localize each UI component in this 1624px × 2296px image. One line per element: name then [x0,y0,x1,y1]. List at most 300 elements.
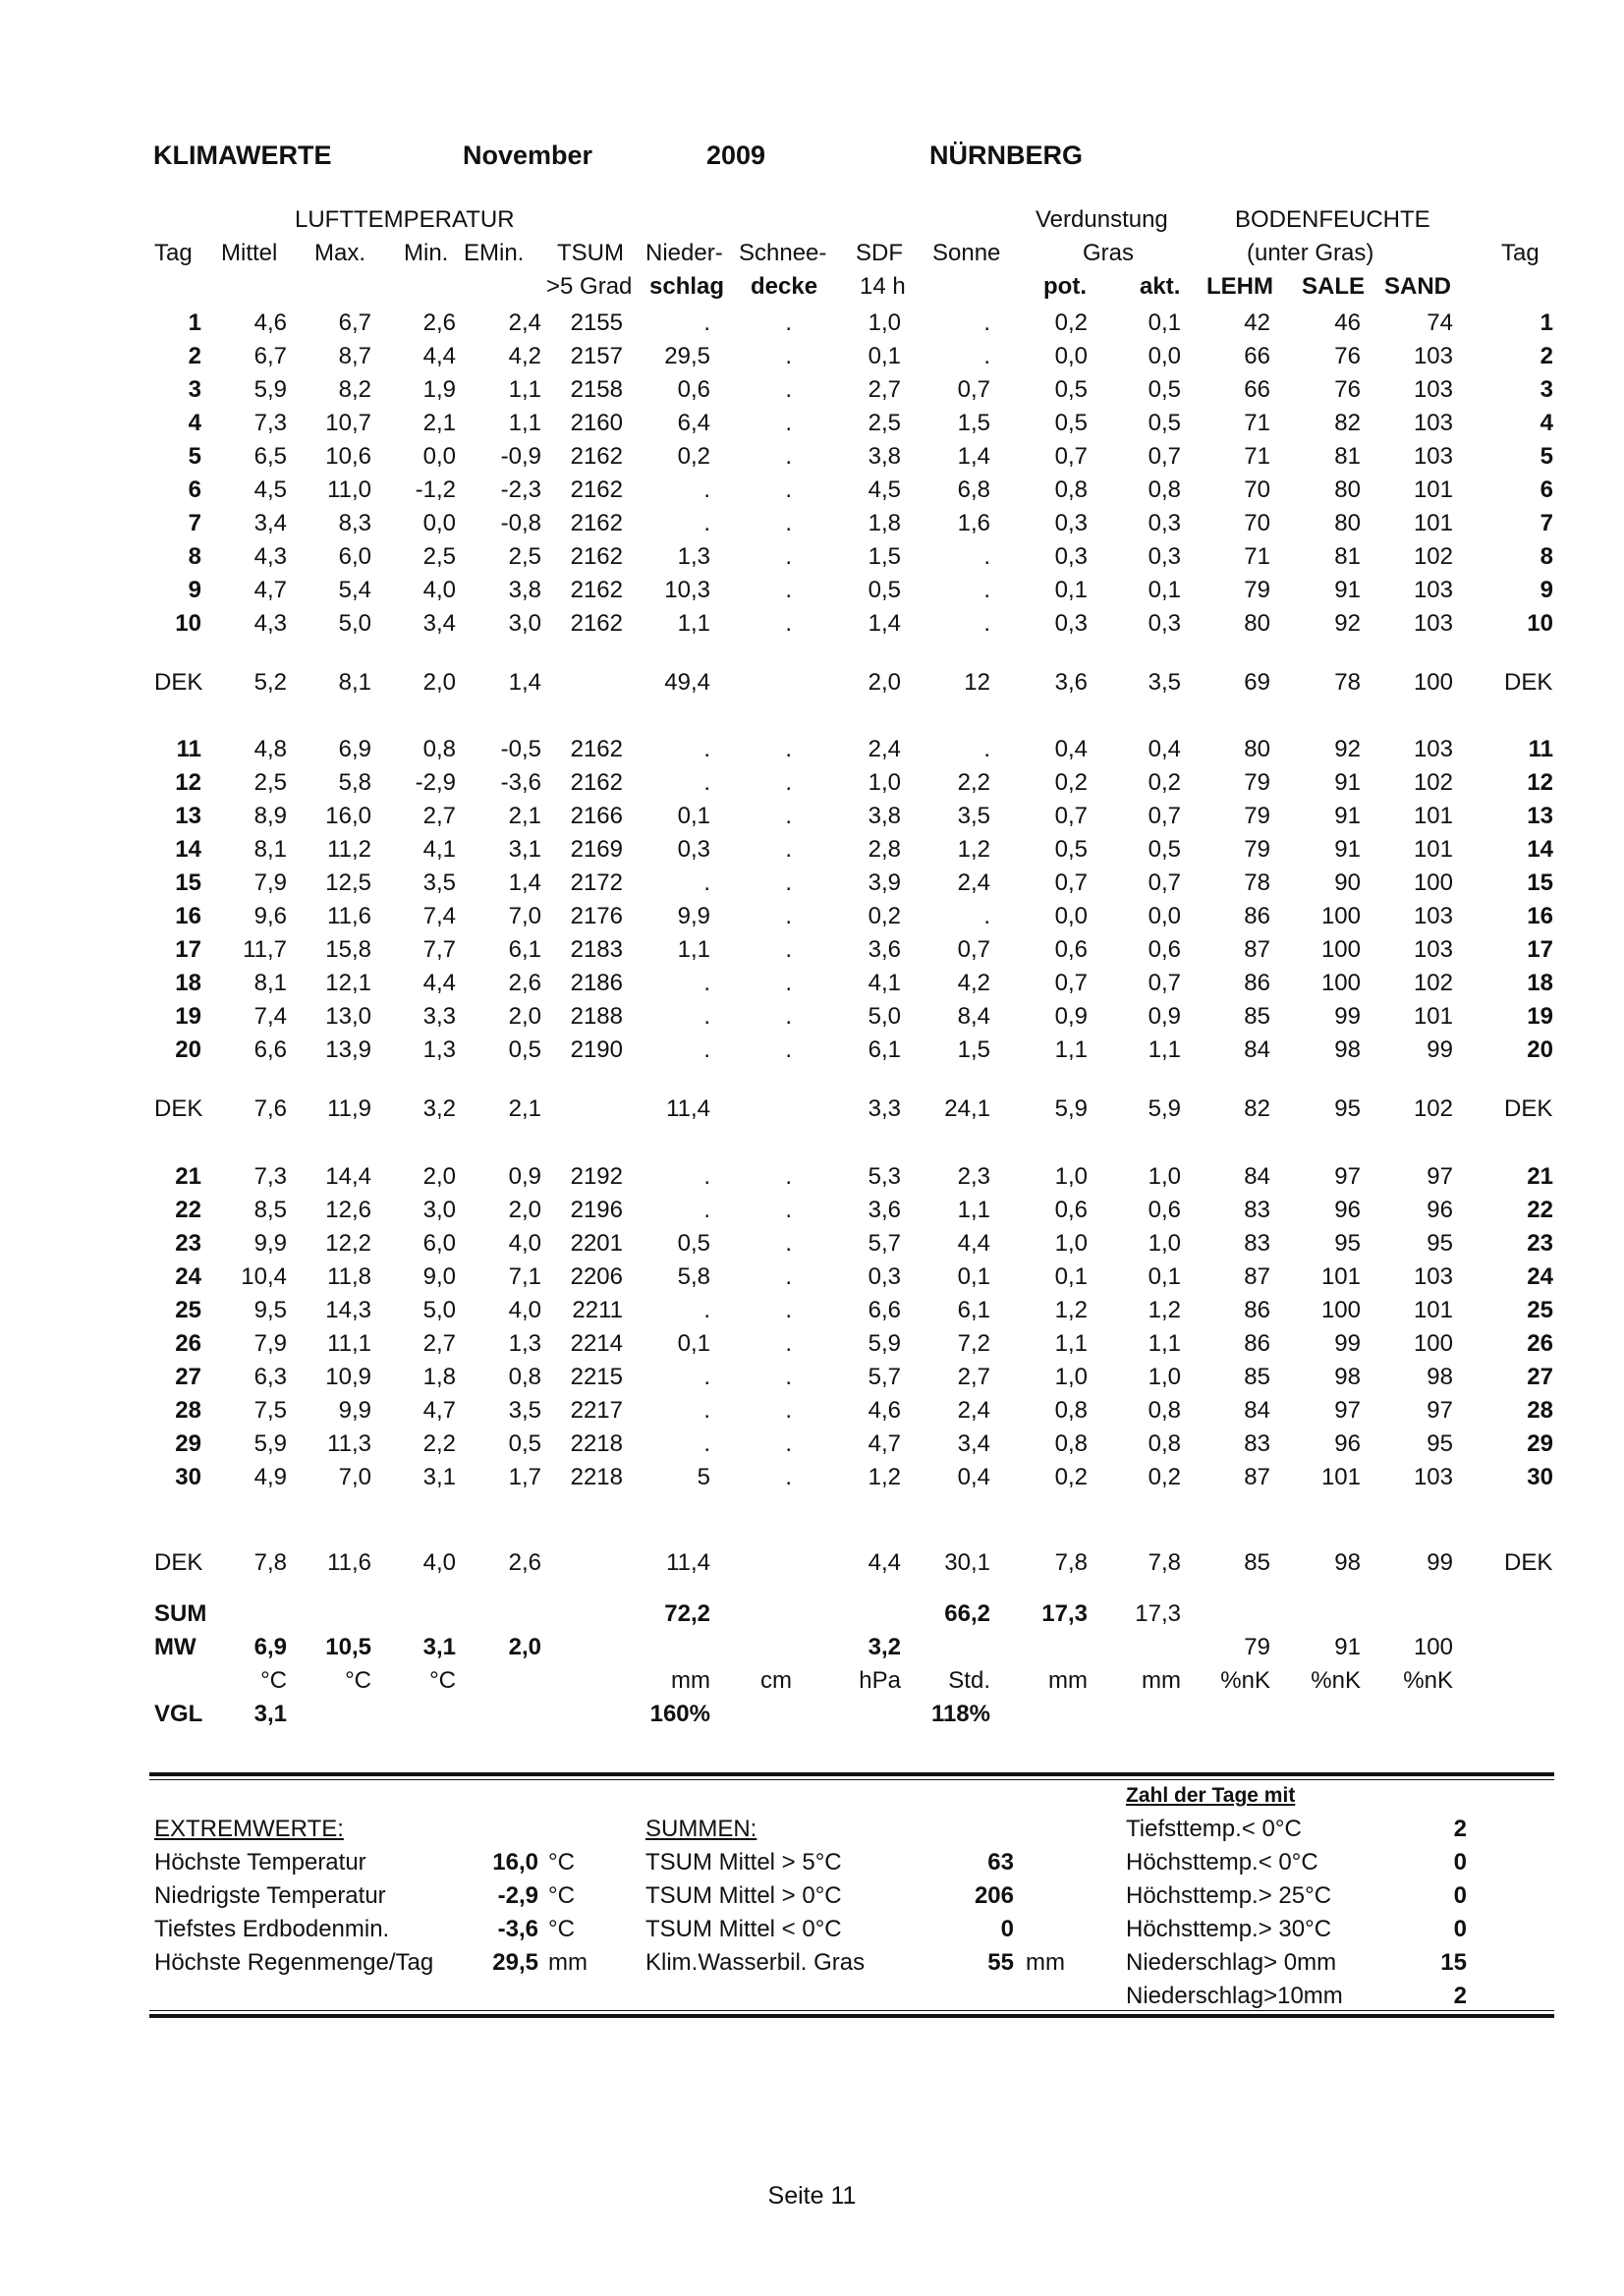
table-row-verd-akt: 0,6 [1148,1197,1181,1223]
table-row-min: 4,1 [422,836,456,863]
table-row-sand: 102 [1413,543,1453,570]
table-row-sand: 103 [1413,1263,1453,1290]
table-row-mittel: 6,3 [253,1364,287,1390]
summen-label: Klim.Wasserbil. Gras [645,1949,866,1976]
table-row-min: -1,2 [415,476,456,503]
table-row-max: 11,6 [327,903,371,929]
mw-row-sdf: 3,2 [868,1634,901,1660]
table-row-verd-pot: 0,8 [1054,1397,1088,1424]
table-row-max: 8,2 [338,376,371,403]
table-row-tsum: 2192 [570,1163,623,1190]
mw-row-min: 3,1 [422,1634,456,1660]
table-row-tag-right: 4 [1540,410,1553,436]
table-row-sonne: . [983,577,990,603]
table-row-tag: 18 [175,970,201,996]
header-tsum: TSUM [557,240,624,266]
table-row-verd-pot: 1,1 [1054,1036,1088,1063]
table-row-emin: 4,2 [508,343,541,369]
table-row-tsum: 2183 [570,936,623,963]
table-row-verd-pot: 0,4 [1054,736,1088,762]
table-row-niederschlag: 1,1 [677,610,710,637]
table-row-tsum: 2211 [572,1297,623,1323]
dekade-row-tag: DEK [154,1549,203,1576]
table-row-niederschlag: 1,3 [677,543,710,570]
table-row-min: 3,1 [422,1464,456,1490]
table-row-sale: 100 [1320,903,1361,929]
table-row-min: 0,0 [422,443,456,470]
table-row-sand: 103 [1413,577,1453,603]
table-row-lehm: 83 [1244,1230,1270,1257]
table-row-min: 2,5 [422,543,456,570]
table-row-sand: 102 [1413,970,1453,996]
table-row-sonne: . [983,543,990,570]
table-row-tsum: 2157 [570,343,623,369]
table-row-max: 11,2 [327,836,371,863]
table-row-sonne: 0,7 [957,376,990,403]
table-row-sonne: 2,3 [957,1163,990,1190]
table-row-sale: 101 [1320,1464,1361,1490]
table-row-tsum: 2176 [570,903,623,929]
table-row-sale: 91 [1334,803,1361,829]
table-row-tag: 12 [175,769,201,796]
table-row-sale: 95 [1334,1230,1361,1257]
table-row-sdf: 0,1 [868,343,901,369]
dekade-row-niederschlag: 11,4 [666,1549,710,1576]
table-row-max: 7,0 [338,1464,371,1490]
table-row-tsum: 2162 [570,510,623,536]
table-row-schneedecke: . [785,543,792,570]
table-row-emin: 4,0 [508,1230,541,1257]
table-row-sdf: 4,6 [868,1397,901,1424]
table-row-schneedecke: . [785,1430,792,1457]
table-row-schneedecke: . [785,869,792,896]
table-row-sand: 100 [1413,869,1453,896]
table-row-emin: 0,9 [508,1163,541,1190]
table-row-mittel: 6,5 [253,443,287,470]
table-row-tag: 27 [175,1364,201,1390]
table-row-sale: 76 [1334,376,1361,403]
summen-value: 63 [987,1849,1014,1876]
table-row-emin: 4,0 [508,1297,541,1323]
table-row-mittel: 4,5 [253,476,287,503]
table-row-tsum: 2196 [570,1197,623,1223]
table-row-min: 2,7 [422,1330,456,1357]
table-row-mittel: 8,1 [253,836,287,863]
table-row-tsum: 2188 [570,1003,623,1030]
table-row-emin: 3,5 [508,1397,541,1424]
table-row-tag: 7 [188,510,201,536]
table-row-verd-akt: 1,1 [1148,1036,1181,1063]
table-row-schneedecke: . [785,476,792,503]
table-row-verd-pot: 0,6 [1054,936,1088,963]
extremwert-unit: °C [548,1882,575,1909]
table-row-verd-akt: 0,3 [1148,510,1181,536]
table-row-verd-pot: 0,7 [1054,803,1088,829]
table-row-sdf: 1,0 [868,769,901,796]
table-row-lehm: 83 [1244,1197,1270,1223]
table-row-sonne: 1,1 [957,1197,990,1223]
table-row-sdf: 5,7 [868,1364,901,1390]
dekade-row-sdf: 2,0 [868,669,901,696]
table-row-tsum: 2169 [570,836,623,863]
table-row-tag: 19 [175,1003,201,1030]
table-row-verd-pot: 0,5 [1054,836,1088,863]
table-row-tag-right: 23 [1527,1230,1553,1257]
zahl-tage-label: Tiefsttemp.< 0°C [1126,1816,1302,1842]
table-row-sonne: . [983,343,990,369]
extremwerte-heading: EXTREMWERTE: [154,1816,344,1842]
table-row-tag: 21 [175,1163,201,1190]
extremwert-label: Tiefstes Erdbodenmin. [154,1916,390,1942]
table-row-max: 11,3 [327,1430,371,1457]
table-row-sdf: 1,8 [868,510,901,536]
table-row-lehm: 86 [1244,903,1270,929]
header-max: Max. [314,240,366,266]
summen-unit: mm [1026,1949,1065,1976]
table-row-tag: 4 [188,410,201,436]
table-row-tag-right: 19 [1527,1003,1553,1030]
table-row-verd-pot: 0,3 [1054,510,1088,536]
table-row-tag-right: 27 [1527,1364,1553,1390]
table-row-emin: -2,3 [500,476,541,503]
table-row-sand: 103 [1413,936,1453,963]
table-row-sdf: 4,1 [868,970,901,996]
table-row-sdf: 3,6 [868,936,901,963]
table-row-emin: 1,1 [508,410,541,436]
table-row-tsum: 2166 [570,803,623,829]
table-row-sonne: 4,4 [957,1230,990,1257]
table-row-tag: 17 [175,936,201,963]
extremwert-value: -3,6 [497,1916,538,1942]
mw-row-mittel: 6,9 [253,1634,287,1660]
table-row-max: 8,7 [338,343,371,369]
table-row-min: 1,8 [422,1364,456,1390]
table-row-verd-akt: 0,1 [1148,1263,1181,1290]
table-row-verd-pot: 0,5 [1054,410,1088,436]
table-row-sdf: 1,0 [868,309,901,336]
zahl-tage-value: 0 [1453,1882,1467,1909]
zahl-tage-label: Höchsttemp.> 30°C [1126,1916,1332,1942]
table-row-tag-right: 7 [1540,510,1553,536]
extremwert-unit: °C [548,1849,575,1876]
table-row-verd-akt: 0,8 [1148,476,1181,503]
table-row-tag: 16 [175,903,201,929]
table-row-verd-akt: 0,3 [1148,543,1181,570]
dekade-row-sonne: 30,1 [944,1549,990,1576]
table-row-tag-right: 8 [1540,543,1553,570]
table-row-schneedecke: . [785,1163,792,1190]
table-row-schneedecke: . [785,836,792,863]
table-row-sonne: 8,4 [957,1003,990,1030]
unit-row-verd-pot: mm [1048,1667,1088,1694]
table-row-verd-akt: 0,7 [1148,803,1181,829]
table-row-schneedecke: . [785,1263,792,1290]
table-row-tag: 10 [175,610,201,637]
dekade-row-verd-akt: 5,9 [1148,1095,1181,1122]
table-row-sale: 99 [1334,1003,1361,1030]
table-row-verd-pot: 0,2 [1054,769,1088,796]
dekade-row-min: 4,0 [422,1549,456,1576]
table-row-verd-akt: 1,2 [1148,1297,1181,1323]
table-row-schneedecke: . [785,803,792,829]
table-row-tsum: 2218 [570,1464,623,1490]
table-row-tsum: 2162 [570,443,623,470]
table-row-sonne: 1,5 [957,1036,990,1063]
table-row-max: 11,1 [327,1330,371,1357]
table-row-tag: 15 [175,869,201,896]
table-row-niederschlag: . [703,1036,710,1063]
table-row-verd-pot: 0,2 [1054,1464,1088,1490]
table-row-sonne: . [983,736,990,762]
table-row-emin: 1,7 [508,1464,541,1490]
table-row-verd-akt: 0,8 [1148,1397,1181,1424]
table-row-schneedecke: . [785,1230,792,1257]
table-row-verd-akt: 0,5 [1148,376,1181,403]
dekade-row-emin: 2,6 [508,1549,541,1576]
table-row-tag: 24 [175,1263,201,1290]
table-row-tag-right: 26 [1527,1330,1553,1357]
table-row-tag-right: 21 [1527,1163,1553,1190]
table-row-niederschlag: 1,1 [677,936,710,963]
dekade-row-verd-akt: 7,8 [1148,1549,1181,1576]
vgl-row-sonne: 118% [930,1701,990,1727]
dekade-row-emin: 1,4 [508,669,541,696]
table-row-sand: 103 [1413,610,1453,637]
table-row-tag-right: 12 [1527,769,1553,796]
table-row-emin: 3,1 [508,836,541,863]
table-row-tag-right: 9 [1540,577,1553,603]
table-row-sdf: 0,3 [868,1263,901,1290]
table-row-emin: 2,1 [508,803,541,829]
zahl-tage-value: 2 [1453,1983,1467,2009]
table-row-sale: 81 [1334,443,1361,470]
header-akt: akt. [1140,273,1181,300]
table-row-verd-akt: 1,0 [1148,1230,1181,1257]
table-row-schneedecke: . [785,376,792,403]
table-row-tag: 9 [188,577,201,603]
table-row-emin: 0,8 [508,1364,541,1390]
zahl-der-tage-heading: Zahl der Tage mit [1126,1784,1296,1807]
table-row-sonne: 1,5 [957,410,990,436]
table-row-max: 6,7 [338,309,371,336]
table-row-sale: 97 [1334,1397,1361,1424]
table-row-mittel: 7,3 [253,1163,287,1190]
table-row-tag-right: 22 [1527,1197,1553,1223]
table-row-lehm: 87 [1244,1263,1270,1290]
table-row-min: 4,4 [422,970,456,996]
unit-row-lehm: %nK [1220,1667,1270,1694]
vgl-row-niederschlag: 160% [649,1701,710,1727]
table-row-sonne: 2,4 [957,1397,990,1424]
table-row-min: 6,0 [422,1230,456,1257]
table-row-emin: 0,5 [508,1430,541,1457]
table-row-schneedecke: . [785,309,792,336]
table-row-niederschlag: . [703,1430,710,1457]
table-row-niederschlag: . [703,1163,710,1190]
dekade-row-sand: 99 [1427,1549,1453,1576]
table-row-sand: 98 [1427,1364,1453,1390]
dekade-row-sale: 98 [1334,1549,1361,1576]
table-row-tag: 28 [175,1397,201,1424]
table-row-schneedecke: . [785,1036,792,1063]
table-row-tag: 20 [175,1036,201,1063]
table-row-sale: 100 [1320,970,1361,996]
table-row-verd-pot: 0,7 [1054,443,1088,470]
table-row-min: 3,3 [422,1003,456,1030]
table-row-sonne: 6,1 [957,1297,990,1323]
table-row-sale: 82 [1334,410,1361,436]
header-tag: Tag [154,240,193,266]
unit-row-sale: %nK [1311,1667,1361,1694]
table-row-schneedecke: . [785,970,792,996]
table-row-mittel: 4,3 [253,610,287,637]
table-row-mittel: 2,5 [253,769,287,796]
table-row-sale: 80 [1334,510,1361,536]
table-row-verd-pot: 0,6 [1054,1197,1088,1223]
table-row-niederschlag: . [703,1297,710,1323]
dekade-row-tag-right: DEK [1504,669,1553,696]
table-row-niederschlag: 0,2 [677,443,710,470]
header-bodenfeuchte: BODENFEUCHTE [1235,206,1430,233]
table-row-sand: 97 [1427,1163,1453,1190]
unit-row-sand: %nK [1403,1667,1453,1694]
table-row-lehm: 84 [1244,1163,1270,1190]
header-grad: >5 Grad [546,273,633,300]
table-row-max: 11,8 [327,1263,371,1290]
header-schlag: schlag [649,273,725,300]
table-row-verd-pot: 1,0 [1054,1364,1088,1390]
table-row-verd-akt: 0,4 [1148,736,1181,762]
table-row-min: 2,7 [422,803,456,829]
table-row-sdf: 2,4 [868,736,901,762]
table-row-min: 2,0 [422,1163,456,1190]
table-row-tag-right: 17 [1527,936,1553,963]
table-row-lehm: 79 [1244,577,1270,603]
table-row-lehm: 71 [1244,410,1270,436]
sum-row-verd-akt: 17,3 [1135,1600,1181,1627]
dekade-row-verd-pot: 5,9 [1054,1095,1088,1122]
zahl-tage-value: 0 [1453,1849,1467,1876]
table-row-schneedecke: . [785,443,792,470]
table-row-sonne: 2,4 [957,869,990,896]
title-year: 2009 [706,140,766,170]
unit-row-verd-akt: mm [1142,1667,1181,1694]
table-row-verd-akt: 1,0 [1148,1163,1181,1190]
extremwert-value: 29,5 [492,1949,538,1976]
table-row-mittel: 8,5 [253,1197,287,1223]
table-row-verd-pot: 1,0 [1054,1230,1088,1257]
table-row-sdf: 6,1 [868,1036,901,1063]
table-row-niederschlag: . [703,309,710,336]
table-row-emin: 1,3 [508,1330,541,1357]
dekade-row-lehm: 82 [1244,1095,1270,1122]
header-unter-gras: (unter Gras) [1247,240,1374,266]
table-row-emin: 2,4 [508,309,541,336]
table-row-mittel: 4,9 [253,1464,287,1490]
table-row-max: 5,4 [338,577,371,603]
table-row-mittel: 7,9 [253,869,287,896]
zahl-tage-value: 0 [1453,1916,1467,1942]
table-row-mittel: 7,5 [253,1397,287,1424]
dekade-row-tag-right: DEK [1504,1095,1553,1122]
table-row-tsum: 2162 [570,577,623,603]
table-row-sand: 103 [1413,903,1453,929]
table-row-mittel: 3,4 [253,510,287,536]
unit-row-sonne: Std. [948,1667,990,1694]
table-row-mittel: 8,9 [253,803,287,829]
table-row-schneedecke: . [785,1003,792,1030]
table-row-min: 4,7 [422,1397,456,1424]
table-row-tag: 5 [188,443,201,470]
table-row-sonne: 6,8 [957,476,990,503]
table-row-max: 6,9 [338,736,371,762]
dekade-row-sonne: 12 [964,669,990,696]
dekade-row-sonne: 24,1 [944,1095,990,1122]
table-row-sdf: 5,0 [868,1003,901,1030]
zahl-tage-label: Niederschlag>10mm [1126,1983,1343,2009]
table-row-min: 1,9 [422,376,456,403]
separator-top-thick [149,1772,1554,1776]
vgl-row-tag: VGL [154,1701,203,1727]
table-row-schneedecke: . [785,1397,792,1424]
header-tag-right: Tag [1501,240,1540,266]
table-row-schneedecke: . [785,1330,792,1357]
header-lufttemperatur: LUFTTEMPERATUR [295,206,515,233]
table-row-schneedecke: . [785,1364,792,1390]
table-row-lehm: 85 [1244,1003,1270,1030]
table-row-mittel: 9,9 [253,1230,287,1257]
table-row-mittel: 5,9 [253,1430,287,1457]
dekade-row-emin: 2,1 [508,1095,541,1122]
table-row-lehm: 70 [1244,510,1270,536]
table-row-tag-right: 29 [1527,1430,1553,1457]
table-row-niederschlag: . [703,1003,710,1030]
mw-row-emin: 2,0 [508,1634,541,1660]
table-row-tsum: 2162 [570,769,623,796]
header-sand: SAND [1384,273,1452,300]
table-row-sdf: 5,7 [868,1230,901,1257]
table-row-sand: 97 [1427,1397,1453,1424]
sum-row-tag: SUM [154,1600,207,1627]
table-row-verd-pot: 0,0 [1054,903,1088,929]
header-sdf: SDF [856,240,903,266]
table-row-sdf: 1,2 [868,1464,901,1490]
table-row-emin: 3,0 [508,610,541,637]
table-row-verd-akt: 0,9 [1148,1003,1181,1030]
table-row-sale: 91 [1334,577,1361,603]
extremwert-label: Niedrigste Temperatur [154,1882,386,1909]
table-row-lehm: 85 [1244,1364,1270,1390]
header-nieder: Nieder- [645,240,723,266]
header-pot: pot. [1043,273,1087,300]
separator-bottom-thick [149,2014,1554,2018]
table-row-verd-akt: 0,3 [1148,610,1181,637]
table-row-verd-akt: 0,5 [1148,410,1181,436]
table-row-schneedecke: . [785,577,792,603]
table-row-niederschlag: . [703,869,710,896]
dekade-row-tag-right: DEK [1504,1549,1553,1576]
table-row-mittel: 11,7 [243,936,287,963]
table-row-niederschlag: . [703,970,710,996]
table-row-sdf: 0,2 [868,903,901,929]
table-row-verd-akt: 0,7 [1148,869,1181,896]
table-row-max: 12,6 [325,1197,371,1223]
table-row-sand: 101 [1413,803,1453,829]
table-row-tag: 14 [175,836,201,863]
table-row-sale: 92 [1334,610,1361,637]
dekade-row-mittel: 7,8 [253,1549,287,1576]
table-row-sale: 91 [1334,769,1361,796]
